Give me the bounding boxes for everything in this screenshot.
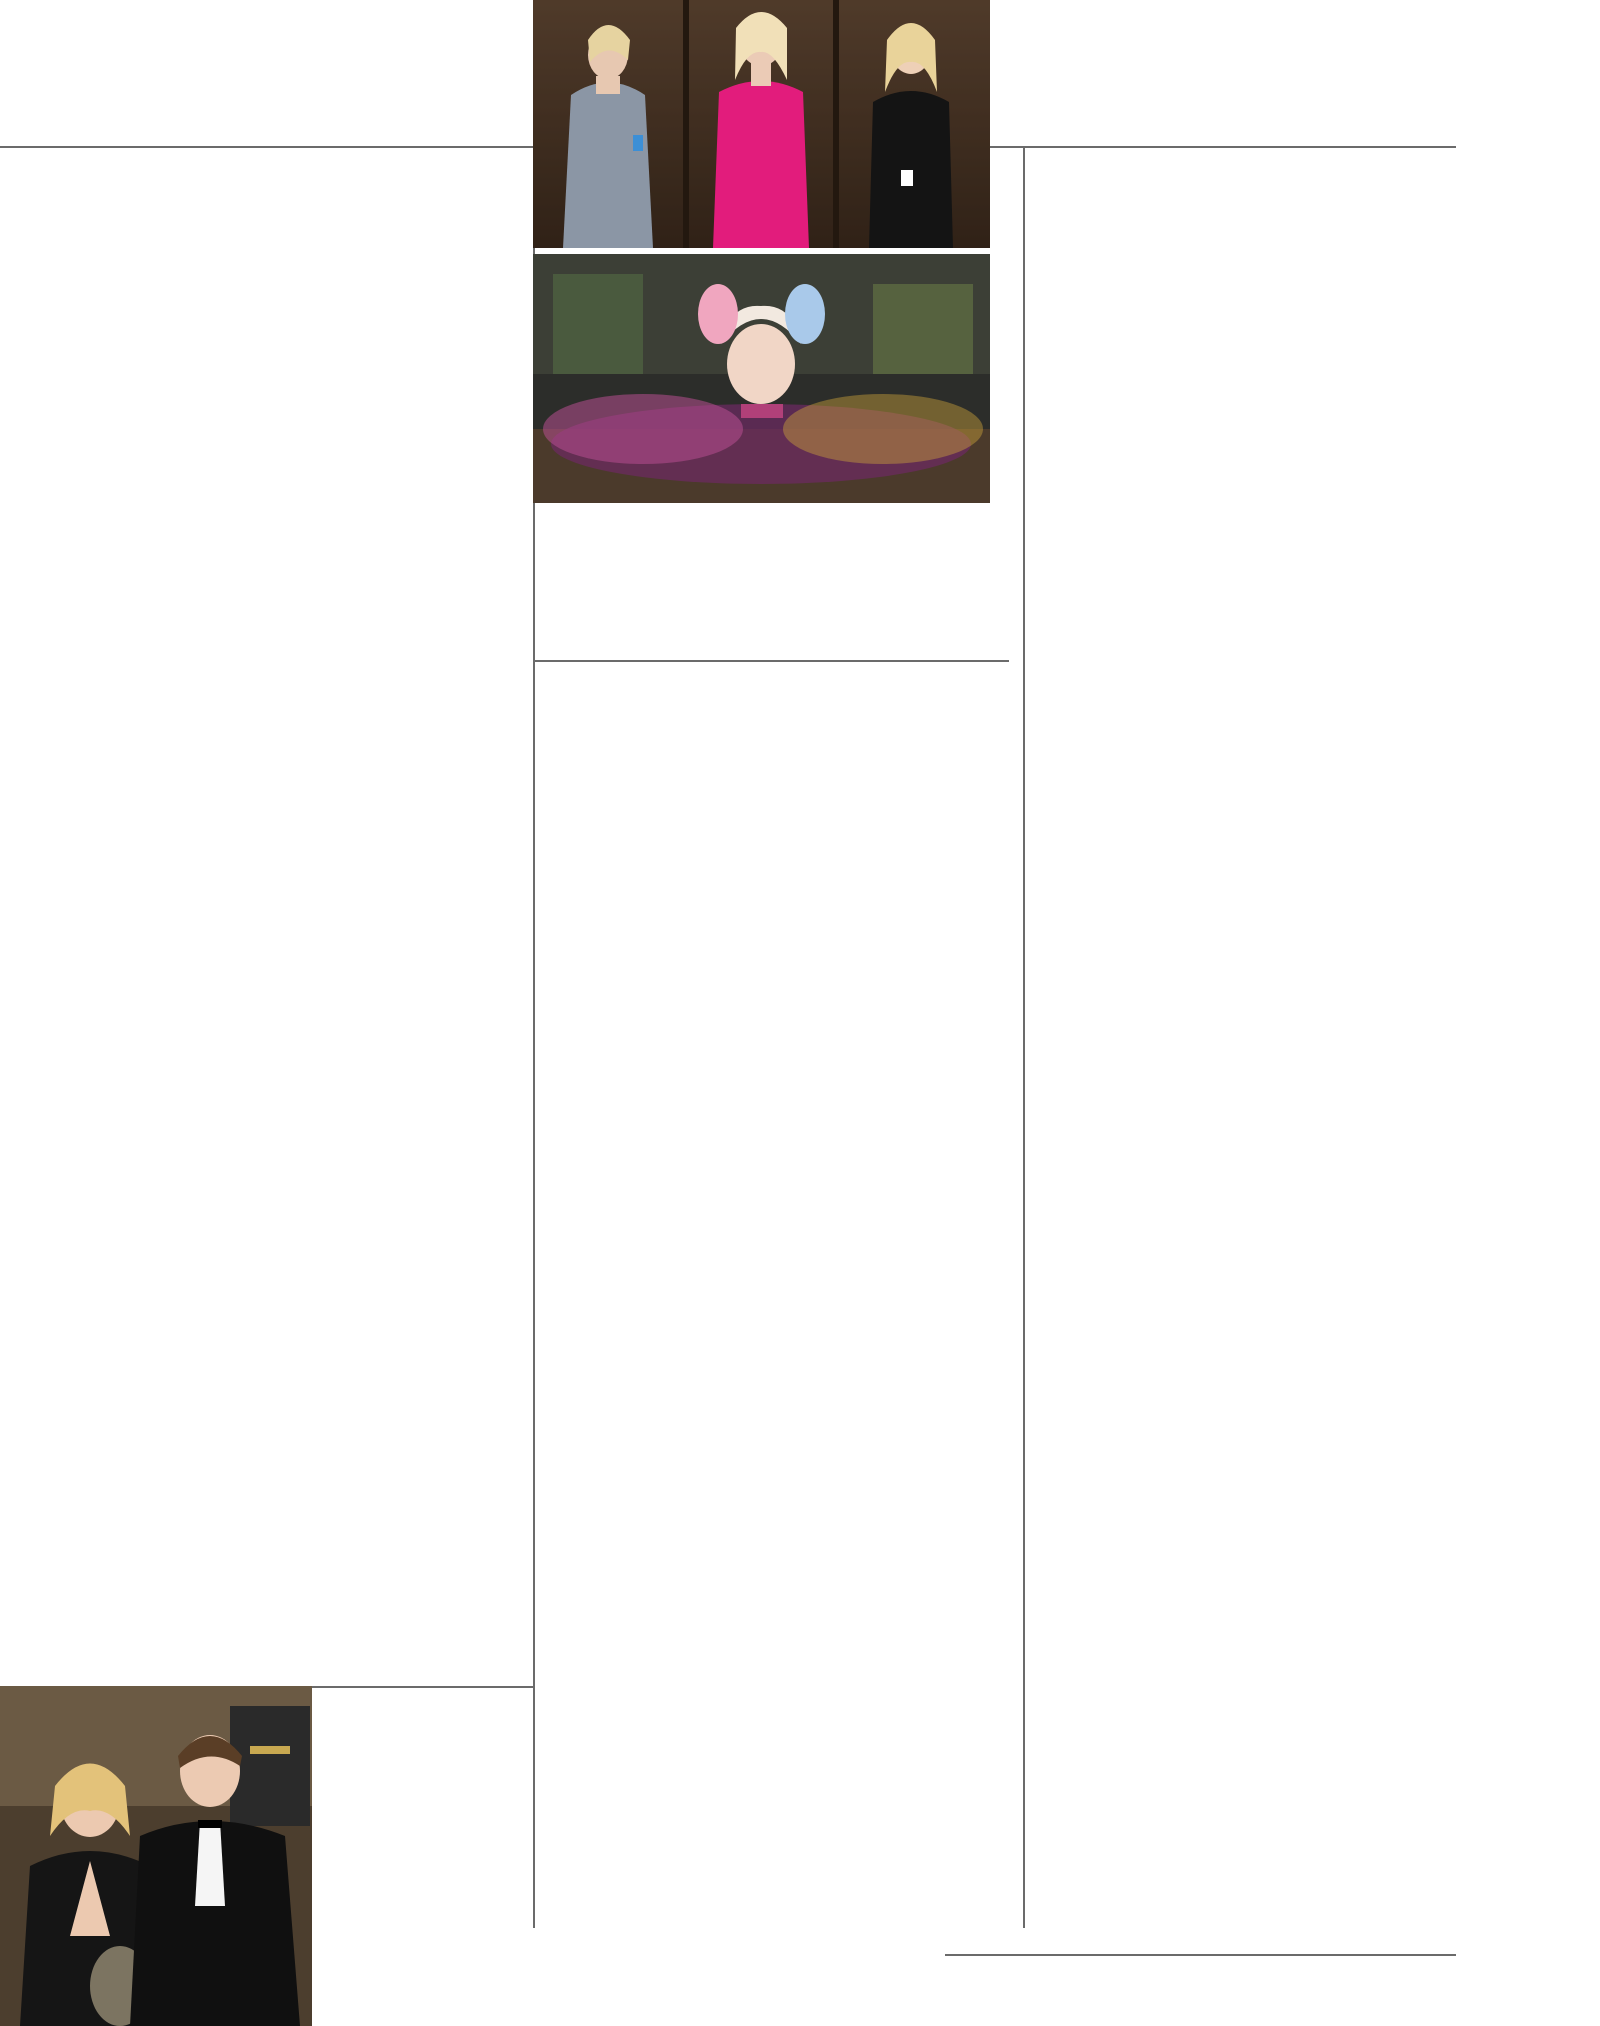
column-rule-right	[1023, 146, 1025, 1928]
top-photo	[533, 0, 990, 248]
bottom-rule	[945, 1954, 1456, 1956]
header-rule-left	[0, 146, 533, 148]
caption-rule	[533, 660, 1009, 662]
bombshell-still-image	[533, 0, 990, 248]
couple-red-carpet-image	[0, 1686, 312, 2026]
middle-photo	[533, 254, 990, 503]
birds-of-prey-still-image	[533, 254, 990, 503]
bottom-photo	[0, 1686, 312, 2026]
bottom-caption-rule	[312, 1686, 533, 1688]
header-rule-right	[990, 146, 1456, 148]
